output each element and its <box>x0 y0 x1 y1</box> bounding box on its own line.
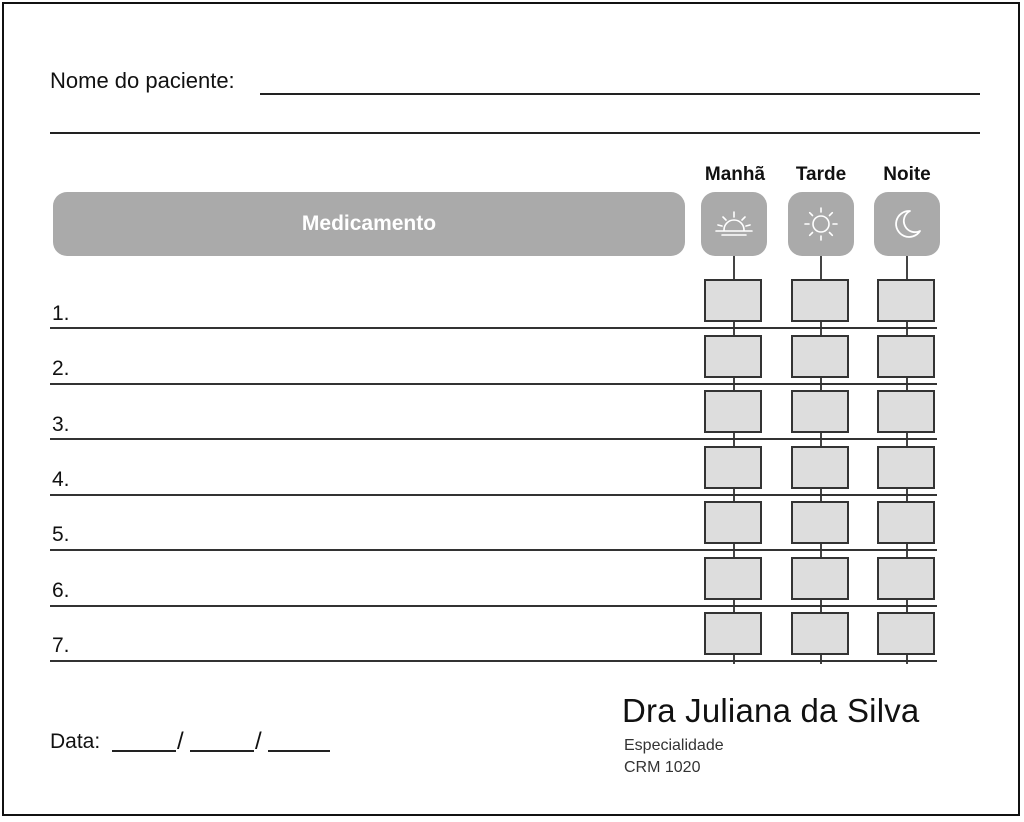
medication-line-3[interactable] <box>50 438 937 440</box>
sun-icon <box>802 205 840 243</box>
medication-line-5[interactable] <box>50 549 937 551</box>
morning-check-cell-4[interactable] <box>704 446 762 489</box>
morning-check-cell-7[interactable] <box>704 612 762 655</box>
date-separator: / <box>255 728 262 755</box>
period-label-night: Noite <box>883 164 931 185</box>
afternoon-check-cell-1[interactable] <box>791 279 849 322</box>
night-icon-box <box>874 192 940 256</box>
period-label-morning: Manhã <box>704 164 766 185</box>
row-number: 4. <box>52 468 70 491</box>
patient-name-line[interactable] <box>260 93 980 95</box>
night-check-cell-6[interactable] <box>877 557 935 600</box>
night-check-cell-7[interactable] <box>877 612 935 655</box>
medication-line-7[interactable] <box>50 660 937 662</box>
date-label: Data: <box>50 730 101 753</box>
patient-name-line-2[interactable] <box>50 132 980 134</box>
medication-line-4[interactable] <box>50 494 937 496</box>
medication-line-6[interactable] <box>50 605 937 607</box>
night-check-cell-1[interactable] <box>877 279 935 322</box>
medication-line-1[interactable] <box>50 327 937 329</box>
date-day-blank[interactable] <box>112 750 176 752</box>
patient-name-label: Nome do paciente: <box>50 68 235 93</box>
medication-header <box>53 192 685 256</box>
afternoon-check-cell-7[interactable] <box>791 612 849 655</box>
medication-header-label: Medicamento <box>301 212 437 235</box>
prescription-page <box>2 2 1020 816</box>
row-number: 1. <box>52 302 70 325</box>
afternoon-check-cell-4[interactable] <box>791 446 849 489</box>
date-year-blank[interactable] <box>268 750 330 752</box>
morning-check-cell-1[interactable] <box>704 279 762 322</box>
afternoon-check-cell-5[interactable] <box>791 501 849 544</box>
doctor-specialty: Especialidade <box>624 737 724 754</box>
medication-line-2[interactable] <box>50 383 937 385</box>
morning-check-cell-2[interactable] <box>704 335 762 378</box>
morning-check-cell-6[interactable] <box>704 557 762 600</box>
row-number: 6. <box>52 579 70 602</box>
morning-check-cell-3[interactable] <box>704 390 762 433</box>
night-check-cell-5[interactable] <box>877 501 935 544</box>
row-number: 3. <box>52 413 70 436</box>
date-month-blank[interactable] <box>190 750 254 752</box>
doctor-name: Dra Juliana da Silva <box>622 692 920 729</box>
afternoon-check-cell-3[interactable] <box>791 390 849 433</box>
night-check-cell-3[interactable] <box>877 390 935 433</box>
sunrise-icon <box>714 208 754 240</box>
night-check-cell-2[interactable] <box>877 335 935 378</box>
moon-icon <box>889 206 925 242</box>
afternoon-icon-box <box>788 192 854 256</box>
date-separator: / <box>177 728 184 755</box>
night-check-cell-4[interactable] <box>877 446 935 489</box>
doctor-crm: CRM 1020 <box>624 759 701 776</box>
row-number: 7. <box>52 634 70 657</box>
afternoon-check-cell-6[interactable] <box>791 557 849 600</box>
afternoon-check-cell-2[interactable] <box>791 335 849 378</box>
row-number: 2. <box>52 357 70 380</box>
morning-check-cell-5[interactable] <box>704 501 762 544</box>
morning-icon-box <box>701 192 767 256</box>
period-label-afternoon: Tarde <box>795 164 847 185</box>
row-number: 5. <box>52 523 70 546</box>
